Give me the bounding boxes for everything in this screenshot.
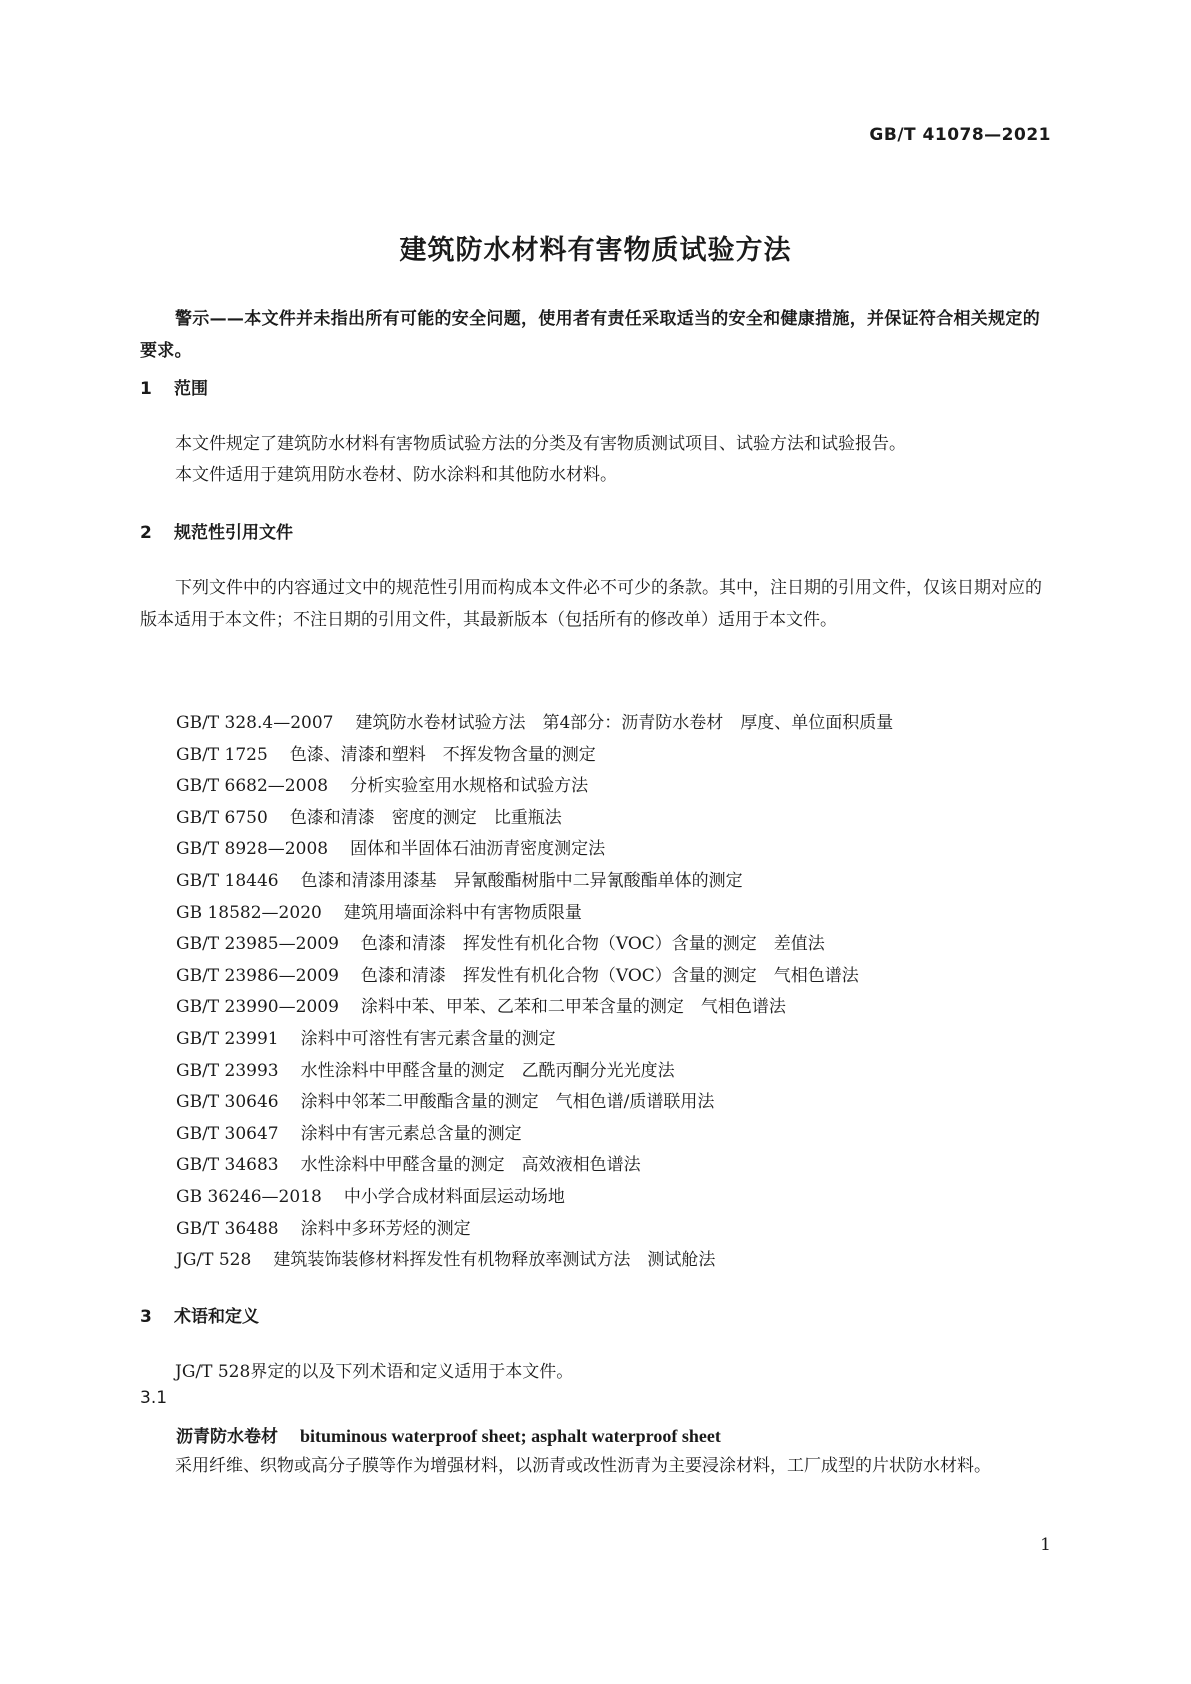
section-3-heading xyxy=(140,1302,259,1327)
reference-code: GB/T 23991 xyxy=(176,1028,279,1049)
reference-code: GB/T 8928—2008 xyxy=(176,839,329,860)
reference-item xyxy=(176,1150,893,1182)
reference-title: 涂料中苯、甲苯、乙苯和二甲苯含量的测定 气相色谱法 xyxy=(360,997,786,1018)
reference-title: 色漆和清漆 挥发性有机化合物（VOC）含量的测定 差值法 xyxy=(360,934,825,955)
reference-item xyxy=(176,1245,893,1277)
reference-item xyxy=(176,740,893,772)
section-1-number: 1 xyxy=(140,379,152,399)
reference-item xyxy=(176,1119,893,1151)
reference-title: 建筑防水卷材试验方法 第4部分：沥青防水卷材 厚度、单位面积质量 xyxy=(355,713,894,733)
reference-title: 分析实验室用水规格和试验方法 xyxy=(350,776,589,797)
reference-title: 色漆和清漆用漆基 异氰酸酯树脂中二异氰酸酯单体的测定 xyxy=(300,870,743,891)
reference-code: GB/T 30647 xyxy=(176,1123,279,1144)
reference-list xyxy=(176,708,893,1277)
reference-item xyxy=(176,961,893,993)
page-title: 建筑防水材料有害物质试验方法 xyxy=(399,235,792,266)
reference-title: 中小学合成材料面层运动场地 xyxy=(343,1186,565,1207)
reference-item xyxy=(176,1056,893,1088)
section-2-title: 规范性引用文件 xyxy=(174,523,293,543)
term-definition: 采用纤维、织物或高分子膜等作为增强材料，以沥青或改性沥青为主要浸涂材料，工厂成型的片状防水材料。 xyxy=(175,1456,991,1476)
reference-code: GB/T 34683 xyxy=(176,1155,279,1176)
reference-title: 水性涂料中甲醛含量的测定 高效液相色谱法 xyxy=(300,1155,641,1176)
section-1-paragraph-1: 本文件规定了建筑防水材料有害物质试验方法的分类及有害物质测试项目、试验方法和试验报告。 xyxy=(175,434,906,454)
term-entry xyxy=(176,1422,721,1447)
reference-title: 涂料中可溶性有害元素含量的测定 xyxy=(300,1028,556,1049)
reference-item xyxy=(176,1087,893,1119)
section-3-title: 术语和定义 xyxy=(174,1307,259,1327)
reference-code: GB/T 23993 xyxy=(176,1060,279,1081)
reference-code: GB/T 328.4—2007 xyxy=(176,713,334,733)
reference-title: 涂料中邻苯二甲酸酯含量的测定 气相色谱/质谱联用法 xyxy=(300,1092,715,1113)
section-1-title: 范围 xyxy=(174,379,208,399)
reference-item xyxy=(176,898,893,930)
reference-code: GB/T 23990—2009 xyxy=(176,997,339,1018)
reference-code: GB/T 18446 xyxy=(176,870,279,891)
section-1-paragraph-2: 本文件适用于建筑用防水卷材、防水涂料和其他防水材料。 xyxy=(175,465,617,485)
section-3-number: 3 xyxy=(140,1307,152,1327)
section-2-heading xyxy=(140,518,293,543)
reference-code: GB 18582—2020 xyxy=(176,902,322,923)
reference-title: 色漆、清漆和塑料 不挥发物含量的测定 xyxy=(289,744,596,765)
page-number: 1 xyxy=(1040,1535,1051,1555)
clause-number: 3.1 xyxy=(140,1388,168,1408)
reference-code: GB/T 36488 xyxy=(176,1218,279,1239)
reference-item xyxy=(176,834,893,866)
reference-item xyxy=(176,803,893,835)
reference-title: 建筑装饰装修材料挥发性有机物释放率测试方法 测试舱法 xyxy=(273,1250,716,1271)
section-1-heading xyxy=(140,374,208,399)
reference-code: JG/T 528 xyxy=(176,1250,252,1271)
term-english: bituminous waterproof sheet; asphalt waterproof sheet xyxy=(300,1426,721,1446)
reference-title: 色漆和清漆 密度的测定 比重瓶法 xyxy=(289,807,562,828)
reference-title: 涂料中有害元素总含量的测定 xyxy=(300,1123,522,1144)
reference-code: GB/T 30646 xyxy=(176,1092,279,1113)
reference-item xyxy=(176,771,893,803)
reference-code: GB/T 23985—2009 xyxy=(176,934,339,955)
reference-item xyxy=(176,929,893,961)
reference-code: GB/T 1725 xyxy=(176,744,268,765)
reference-item xyxy=(176,1214,893,1246)
reference-title: 色漆和清漆 挥发性有机化合物（VOC）含量的测定 气相色谱法 xyxy=(360,965,859,986)
reference-title: 建筑用墙面涂料中有害物质限量 xyxy=(343,902,582,923)
reference-item xyxy=(176,992,893,1024)
reference-code: GB/T 6750 xyxy=(176,807,268,828)
reference-item xyxy=(176,866,893,898)
reference-item xyxy=(176,1024,893,1056)
warning-notice: 警示——本文件并未指出所有可能的安全问题，使用者有责任采取适当的安全和健康措施，并保证符合相关规定的要求。 xyxy=(140,309,1040,361)
section-3-intro: JG/T 528界定的以及下列术语和定义适用于本文件。 xyxy=(175,1362,574,1382)
reference-code: GB/T 6682—2008 xyxy=(176,776,329,797)
reference-item xyxy=(176,708,893,740)
reference-title: 涂料中多环芳烃的测定 xyxy=(300,1218,471,1239)
reference-code: GB 36246—2018 xyxy=(176,1186,322,1207)
standard-code: GB/T 41078—2021 xyxy=(869,125,1051,145)
section-2-number: 2 xyxy=(140,523,152,543)
section-2-intro: 下列文件中的内容通过文中的规范性引用而构成本文件必不可少的条款。其中，注日期的引用文件，仅该日期对应的版本适用于本文件；不注日期的引用文件，其最新版本（包括所有的修改单）适用于本文件。 xyxy=(140,578,1042,630)
reference-title: 固体和半固体石油沥青密度测定法 xyxy=(350,839,606,860)
reference-item xyxy=(176,1182,893,1214)
reference-title: 水性涂料中甲醛含量的测定 乙酰丙酮分光光度法 xyxy=(300,1060,675,1081)
reference-code: GB/T 23986—2009 xyxy=(176,965,339,986)
term-chinese: 沥青防水卷材 xyxy=(176,1427,278,1447)
